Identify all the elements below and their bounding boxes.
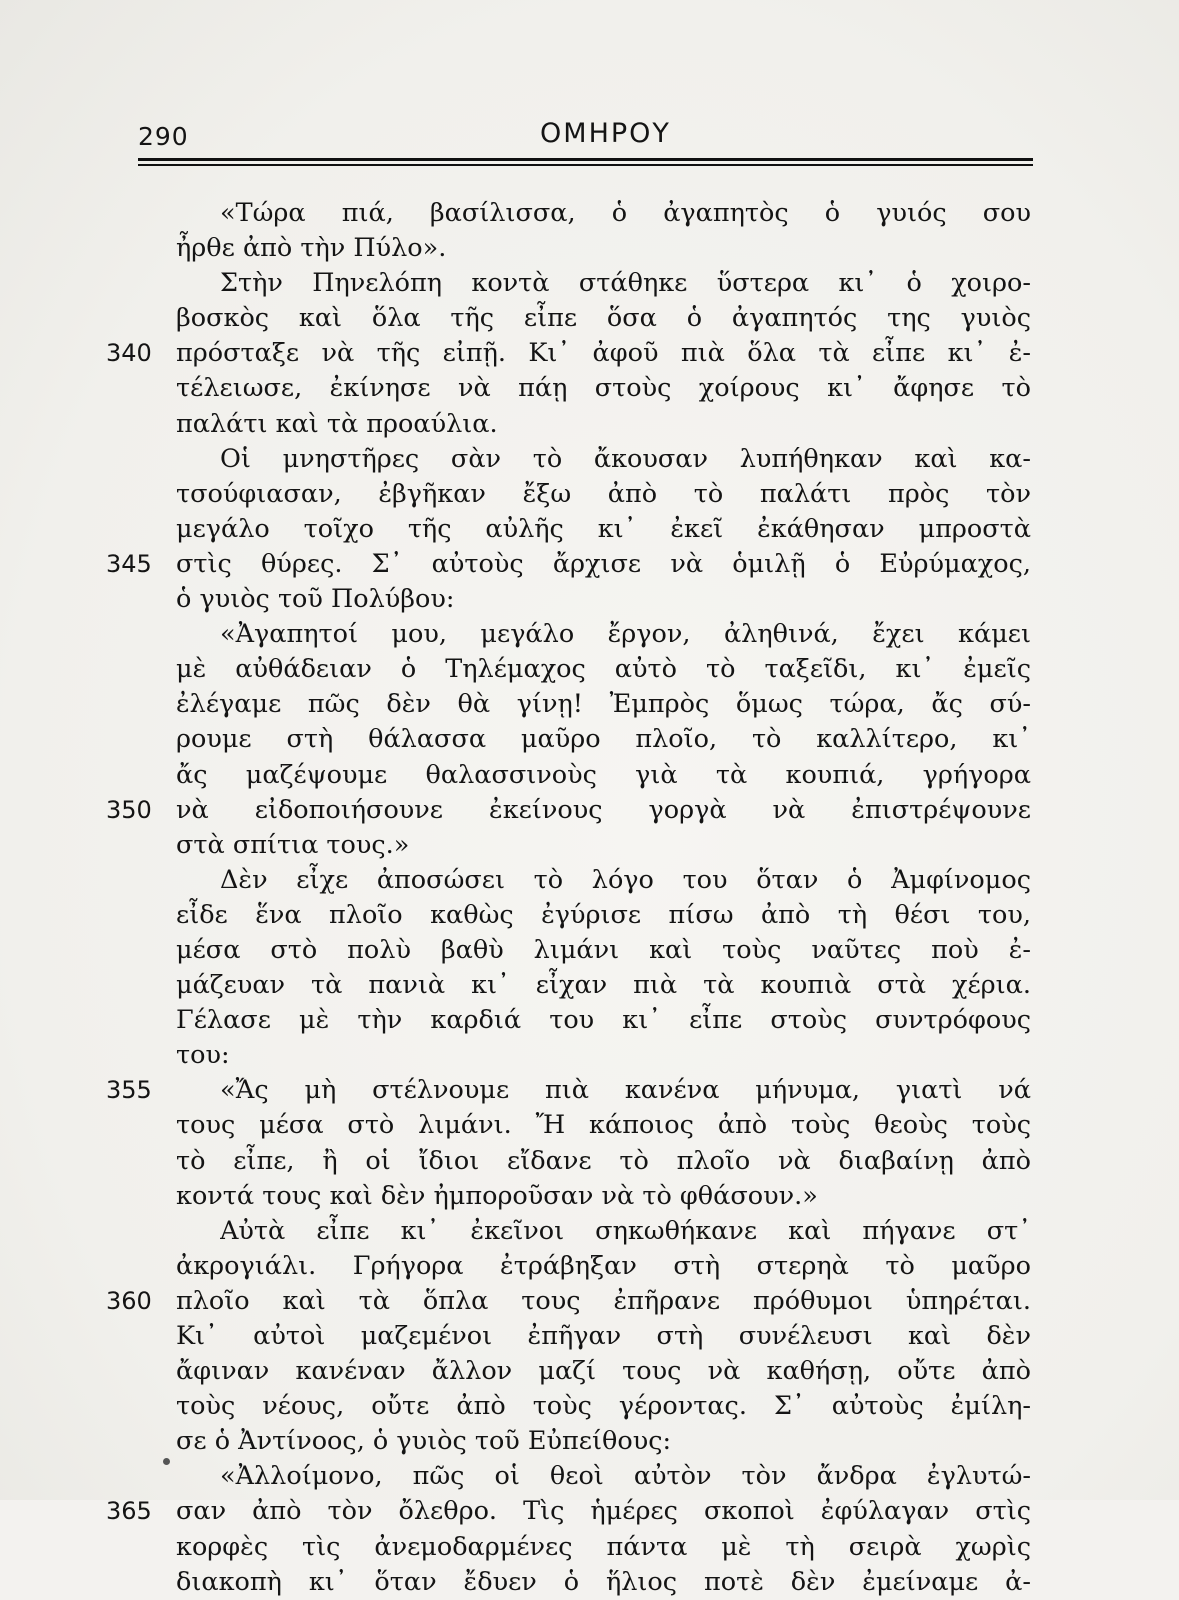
verse-line-number: 340 — [106, 339, 152, 368]
line-text: σε ὁ Ἀντίνοος, ὁ γυιὸς τοῦ Εὐπείθους: — [176, 1426, 672, 1457]
text-line — [176, 582, 1031, 617]
header-rule-thin — [138, 164, 1033, 166]
line-text: του: — [176, 1040, 230, 1071]
line-text: «Ἀλλοίμονο, πῶς οἱ θεοὶ αὐτὸν τὸν ἄνδρα ἐγλυτώ- — [220, 1461, 1031, 1492]
text-line — [176, 266, 1031, 301]
line-text: Στὴν Πηνελόπη κοντὰ στάθηκε ὕστερα κι᾽ ὁ χοιρο- — [220, 268, 1031, 299]
line-text: διακοπὴ κι᾽ ὅταν ἔδυεν ὁ ἥλιος ποτὲ δὲν ἐμείναμε ἀ- — [176, 1566, 1031, 1597]
line-text: τέλειωσε, ἐκίνησε νὰ πάῃ στοὺς χοίρους κι᾽ ἄφησε τὸ — [176, 373, 1031, 404]
text-line — [176, 1389, 1031, 1424]
text-line — [176, 196, 1031, 231]
line-text: στὶς θύρες. Σ᾽ αὐτοὺς ἄρχισε νὰ ὁμιλῇ ὁ Εὐρύμαχος, — [176, 548, 1031, 579]
text-line — [176, 442, 1031, 477]
line-text: ἄφιναν κανέναν ἄλλον μαζί τους νὰ καθήσῃ, οὔτε ἀπὸ — [176, 1356, 1031, 1387]
line-text: νὰ εἰδοποιήσουνε ἐκείνους γοργὰ νὰ ἐπιστρέψουνε — [176, 794, 1031, 825]
line-text: ἐλέγαμε πῶς δὲν θὰ γίνῃ! Ἐμπρὸς ὅμως τώρα, ἄς σύ- — [176, 689, 1031, 720]
text-line — [176, 652, 1031, 687]
text-line — [176, 758, 1031, 793]
text-line — [176, 687, 1031, 722]
text-line — [176, 968, 1031, 1003]
text-line — [176, 933, 1031, 968]
line-text: βοσκὸς καὶ ὅλα τῆς εἶπε ὅσα ὁ ἀγαπητός της γυιὸς — [176, 303, 1031, 334]
line-text: Αὐτὰ εἶπε κι᾽ ἐκεῖνοι σηκωθήκανε καὶ πήγανε στ᾽ — [220, 1215, 1031, 1246]
line-text: Γέλασε μὲ τὴν καρδιά του κι᾽ εἶπε στοὺς συντρόφους — [176, 1005, 1031, 1036]
text-line — [176, 722, 1031, 757]
line-text: μέσα στὸ πολὺ βαθὺ λιμάνι καὶ τοὺς ναῦτες ποὺ ἐ- — [176, 934, 1031, 965]
line-text: στὰ σπίτια τους.» — [176, 829, 410, 860]
line-text: ἄς μαζέψουμε θαλασσινοὺς γιὰ τὰ κουπιά, γρήγορα — [176, 759, 1031, 790]
line-text: κοντά τους καὶ δὲν ἠμποροῦσαν νὰ τὸ φθάσουν.» — [176, 1180, 818, 1211]
line-text: μὲ αὐθάδειαν ὁ Τηλέμαχος αὐτὸ τὸ ταξεῖδι, κι᾽ ἐμεῖς — [176, 654, 1031, 685]
verse-line-number: 350 — [106, 795, 152, 824]
text-line — [176, 1459, 1031, 1494]
header-rule — [138, 158, 1033, 161]
line-text: τσούφιασαν, ἐβγῆκαν ἔξω ἀπὸ τὸ παλάτι πρὸς τὸν — [176, 478, 1031, 509]
text-line — [176, 1565, 1031, 1600]
page-header — [138, 118, 1033, 158]
line-text: τους μέσα στὸ λιμάνι. Ἤ κάποιος ἀπὸ τοὺς θεοὺς τοὺς — [176, 1110, 1031, 1141]
text-line — [176, 477, 1031, 512]
verse-line-number: 345 — [106, 549, 152, 578]
line-text: πλοῖο καὶ τὰ ὅπλα τους ἐπῆρανε πρόθυμοι ὑπηρέται. — [176, 1285, 1031, 1316]
text-line — [176, 1249, 1031, 1284]
line-text: κορφὲς τὶς ἀνεμοδαρμένες πάντα μὲ τὴ σειρὰ χωρὶς — [176, 1531, 1031, 1562]
line-text: τοὺς νέους, οὔτε ἀπὸ τοὺς γέροντας. Σ᾽ αὐτοὺς ἐμίλη- — [176, 1391, 1031, 1422]
text-line — [176, 1530, 1031, 1565]
text-line — [176, 231, 1031, 266]
text-line — [106, 1284, 1031, 1319]
text-line — [176, 617, 1031, 652]
text-line — [106, 336, 1031, 371]
line-text: Κι᾽ αὐτοὶ μαζεμένοι ἐπῆγαν στὴ συνέλευσι καὶ δὲν — [176, 1321, 1031, 1351]
text-line — [176, 301, 1031, 336]
line-text: «Ἄς μὴ στέλνουμε πιὰ κανένα μήνυμα, γιατὶ νά — [220, 1075, 1031, 1106]
line-text: εἶδε ἕνα πλοῖο καθὼς ἐγύρισε πίσω ἀπὸ τὴ θέσι του, — [176, 899, 1031, 930]
text-line — [176, 1144, 1031, 1179]
line-text: ἦρθε ἀπὸ τὴν Πύλο». — [176, 233, 447, 264]
text-line — [176, 1179, 1031, 1214]
text-line — [176, 1214, 1031, 1249]
text-line — [106, 793, 1031, 828]
line-text: σαν ἀπὸ τὸν ὄλεθρο. Τὶς ἡμέρες σκοποὶ ἐφύλαγαν στὶς — [176, 1496, 1031, 1527]
text-line — [176, 828, 1031, 863]
text-line — [176, 512, 1031, 547]
verse-line-number: 355 — [106, 1076, 152, 1105]
line-text: «Ἀγαπητοί μου, μεγάλο ἔργον, ἀληθινά, ἔχει κάμει — [220, 619, 1031, 650]
text-line — [176, 1319, 1031, 1354]
line-text: «Τώρα πιά, βασίλισσα, ὁ ἀγαπητὸς ὁ γυιός σου — [220, 198, 1031, 228]
line-text: Δὲν εἶχε ἀποσώσει τὸ λόγο του ὅταν ὁ Ἀμφίνομος — [220, 864, 1031, 895]
text-line — [106, 547, 1031, 582]
text-line — [106, 1073, 1031, 1108]
text-line — [176, 1038, 1031, 1073]
body-text — [106, 196, 1031, 1600]
verse-line-number: 360 — [106, 1286, 152, 1315]
text-line — [176, 407, 1031, 442]
line-text: πρόσταξε νὰ τῆς εἰπῇ. Κι᾽ ἀφοῦ πιὰ ὅλα τὰ εἶπε κι᾽ ἐ- — [176, 338, 1031, 369]
line-text: ρουμε στὴ θάλασσα μαῦρο πλοῖο, τὸ καλλίτερο, κι᾽ — [176, 724, 1031, 755]
ink-speck — [163, 1458, 170, 1465]
line-text: μάζευαν τὰ πανιὰ κι᾽ εἶχαν πιὰ τὰ κουπιὰ στὰ χέρια. — [176, 970, 1031, 1001]
text-line — [176, 1108, 1031, 1143]
text-line — [176, 863, 1031, 898]
text-line — [176, 898, 1031, 933]
text-line — [176, 1424, 1031, 1459]
line-text: Οἱ μνηστῆρες σὰν τὸ ἄκουσαν λυπήθηκαν καὶ κα- — [220, 443, 1031, 474]
line-text: ἀκρογιάλι. Γρήγορα ἐτράβηξαν στὴ στερηὰ τὸ μαῦρο — [176, 1250, 1031, 1281]
line-text: ὁ γυιὸς τοῦ Πολύβου: — [176, 584, 455, 615]
line-text: παλάτι καὶ τὰ προαύλια. — [176, 408, 498, 439]
text-line — [176, 1354, 1031, 1389]
line-text: μεγάλο τοῖχο τῆς αὐλῆς κι᾽ ἐκεῖ ἐκάθησαν μπροστὰ — [176, 513, 1031, 544]
page-number: 290 — [138, 122, 189, 151]
verse-line-number: 365 — [106, 1497, 152, 1526]
text-line — [176, 1003, 1031, 1038]
text-line — [176, 371, 1031, 406]
running-head: ΟΜΗΡΟΥ — [540, 118, 671, 149]
line-text: τὸ εἶπε, ἢ οἱ ἴδιοι εἴδανε τὸ πλοῖο νὰ διαβαίνῃ ἀπὸ — [176, 1145, 1031, 1176]
